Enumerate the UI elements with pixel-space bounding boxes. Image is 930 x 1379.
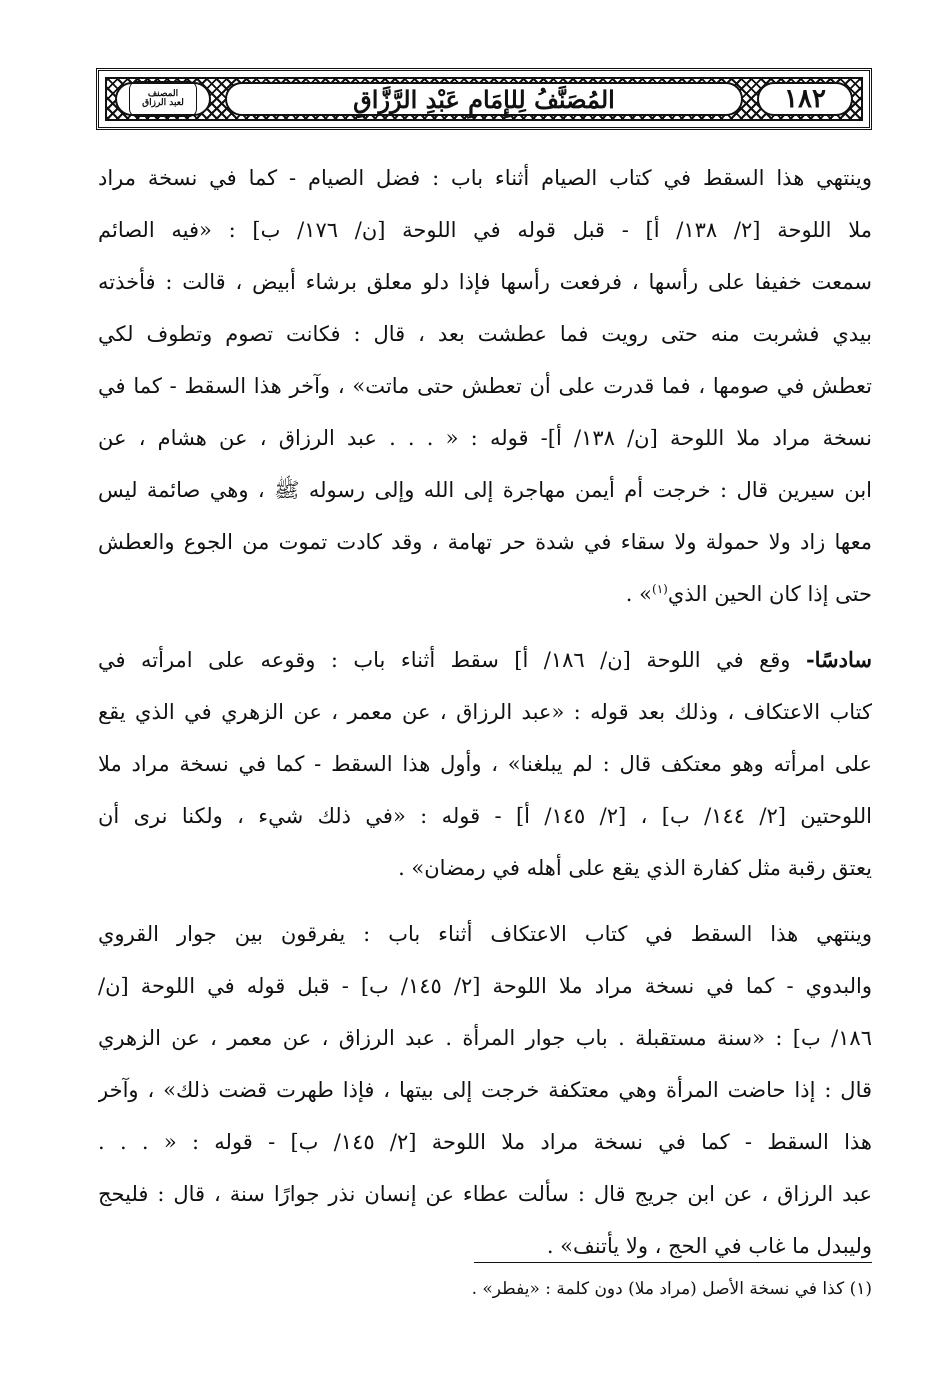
text-line: ملا اللوحة [٢/ ١٣٨/ أ] - قبل قوله في اللوحة [ن/ ١٧٦/ ب] : «فيه الصائم <box>98 218 872 242</box>
text-line: عبد الرزاق ، عن ابن جريج قال : سألت عطاء عن إنسان نذر جوارًا سنة ، قال : فليحج <box>98 1182 872 1206</box>
main-text <box>98 152 872 1272</box>
text-line: بيدي فشربت منه حتى رويت فما عطشت بعد ، قال : فكانت تصوم وتطوف لكي <box>98 322 872 346</box>
book-logo-cartouche <box>115 82 211 116</box>
page-number-cartouche <box>757 82 853 116</box>
running-title-cartouche <box>225 82 743 116</box>
paragraph-3 <box>98 908 872 1272</box>
footnote-separator <box>474 1262 872 1263</box>
text-line: هذا السقط - كما في نسخة مراد ملا اللوحة [٢/ ١٤٥/ ب] - قوله : « . . . <box>98 1130 872 1154</box>
text-line: والبدوي - كما في نسخة مراد ملا اللوحة [٢/ ١٤٥/ ب] - قبل قوله في اللوحة [ن/ <box>98 974 872 998</box>
text-line: اللوحتين [٢/ ١٤٤/ ب] ، [٢/ ١٤٥/ أ] - قوله : «في ذلك شيء ، ولكنا نرى أن <box>98 804 872 828</box>
text-line: يعتق رقبة مثل كفارة الذي يقع على أهله في رمضان» . <box>398 856 872 880</box>
footnote: (١) كذا في نسخة الأصل (مراد ملا) دون كلمة : «يفطر» . <box>471 1279 872 1299</box>
text-line <box>98 568 872 620</box>
logo-line-1: المصنف <box>147 89 179 99</box>
text-line: وليبدل ما غاب في الحج ، ولا يأتنف» . <box>546 1234 872 1258</box>
text-line: على امرأته وهو معتكف قال : لم يبلغنا» ، وأول هذا السقط - كما في نسخة مراد ملا <box>98 752 872 776</box>
book-logo <box>129 81 197 117</box>
text-line: ١٨٦/ ب] : «سنة مستقبلة . باب جوار المرأة . عبد الرزاق ، عن معمر ، عن الزهري <box>98 1026 872 1050</box>
page-number: ١٨٢ <box>784 84 826 114</box>
footnote-marker: (١) <box>652 582 668 596</box>
running-title: المُصَنَّفُ لِلإِمَامِ عَبْدِ الرَّزَّاقِ <box>353 84 615 114</box>
text-line: معها زاد ولا حمولة ولا سقاء في شدة حر تهامة ، وقد كادت تموت من الجوع والعطش <box>98 530 872 554</box>
text-line: كتاب الاعتكاف ، وذلك بعد قوله : «عبد الرزاق ، عن معمر ، عن الزهري في الذي يقع <box>98 700 872 724</box>
text-line: وينتهي هذا السقط في كتاب الاعتكاف أثناء باب : يفرقون بين جوار القروي <box>98 922 872 946</box>
section-lead: سادسًا- <box>805 647 872 672</box>
text-line <box>98 634 872 686</box>
header-ornament-band <box>105 77 863 121</box>
logo-line-2: لعبد الرزاق <box>142 98 184 108</box>
text-line-tail: » . <box>625 582 652 606</box>
text-line: نسخة مراد ملا اللوحة [ن/ ١٣٨/ أ]- قوله : « . . . عبد الرزاق ، عن هشام ، عن <box>98 426 872 450</box>
text-line-body: وقع في اللوحة [ن/ ١٨٦/ أ] سقط أثناء باب : وقوعه على امرأته في <box>98 648 791 672</box>
paragraph-2 <box>98 634 872 894</box>
text-line: سمعت خفيفا على رأسها ، فرفعت رأسها فإذا دلو معلق برشاء أبيض ، قالت : فأخذته <box>98 270 872 294</box>
text-line: ابن سيرين قال : خرجت أم أيمن مهاجرة إلى الله وإلى رسوله ﷺ ، وهي صائمة ليس <box>98 478 872 502</box>
text-line: قال : إذا حاضت المرأة وهي معتكفة خرجت إلى بيتها ، فإذا طهرت قضت ذلك» ، وآخر <box>98 1078 872 1102</box>
text-line-body: حتى إذا كان الحين الذي <box>667 582 872 606</box>
page-header <box>96 68 872 130</box>
paragraph-1 <box>98 152 872 620</box>
text-line: وينتهي هذا السقط في كتاب الصيام أثناء باب : فضل الصيام - كما في نسخة مراد <box>98 166 872 190</box>
text-line: تعطش في صومها ، فما قدرت على أن تعطش حتى ماتت» ، وآخر هذا السقط - كما في <box>98 374 872 398</box>
